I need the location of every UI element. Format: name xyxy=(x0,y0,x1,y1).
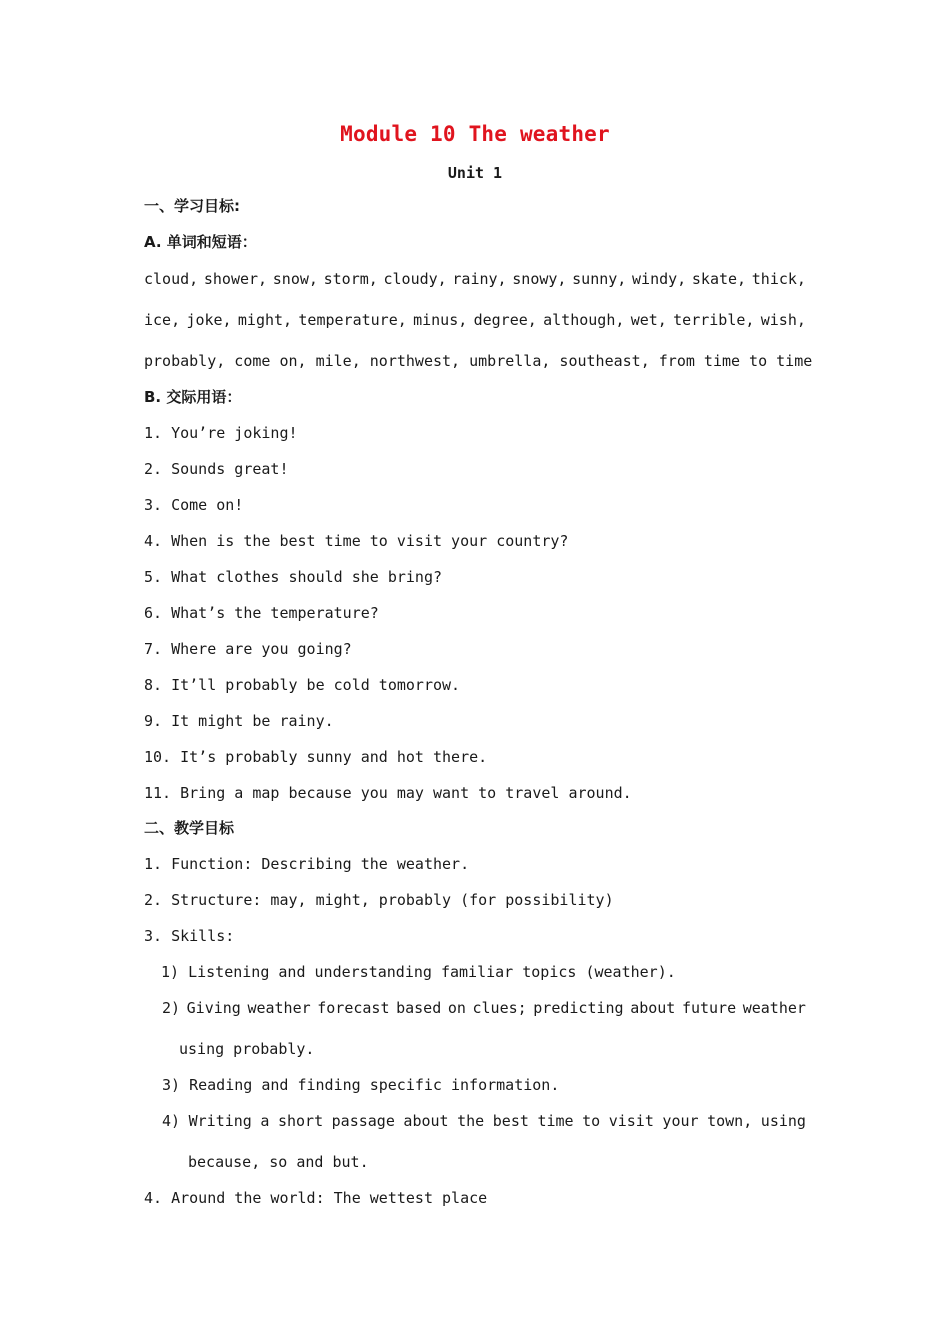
skill-word: on xyxy=(447,999,466,1017)
vocab-row-1 xyxy=(144,270,806,288)
vocab-word: storm, xyxy=(323,270,378,288)
vocab-word: snowy, xyxy=(512,270,567,288)
skill-word: a xyxy=(260,1112,270,1130)
skill-word: weather xyxy=(247,999,311,1017)
skill-item-4-continued: because, so and but. xyxy=(188,1153,369,1171)
vocab-word: ice, xyxy=(144,311,181,329)
partB-heading: B. 交际用语： xyxy=(144,388,242,406)
skill-word: 4) xyxy=(162,1112,181,1130)
skill-word: your xyxy=(662,1112,699,1130)
phrase-item: 3. Come on! xyxy=(144,496,244,514)
vocab-word: degree, xyxy=(473,311,537,329)
vocab-word: rainy, xyxy=(452,270,507,288)
phrase-item: 5. What clothes should she bring? xyxy=(144,568,443,586)
phrase-item: 7. Where are you going? xyxy=(144,640,352,658)
vocab-word: wet, xyxy=(630,311,667,329)
phrase-item: 6. What’s the temperature? xyxy=(144,604,379,622)
goal-item: 2. Structure: may, might, probably (for possibility) xyxy=(144,891,614,909)
phrase-item: 10. It’s probably sunny and hot there. xyxy=(144,748,488,766)
skill-word: visit xyxy=(608,1112,654,1130)
skill-word: weather xyxy=(742,999,806,1017)
goal-item: 1. Function: Describing the weather. xyxy=(144,855,470,873)
skill-word: Writing xyxy=(188,1112,252,1130)
partA-heading: A. 单词和短语： xyxy=(144,233,257,251)
section1-heading: 一、学习目标: xyxy=(144,197,240,215)
skill-word: using xyxy=(760,1112,806,1130)
skill-word: best xyxy=(492,1112,529,1130)
vocab-word: skate, xyxy=(691,270,747,288)
module-title: Module 10 The weather xyxy=(340,122,610,146)
vocab-word: windy, xyxy=(632,270,687,288)
skill-item-1: 1) Listening and understanding familiar topics (weather). xyxy=(161,963,676,981)
phrase-item: 8. It’ll probably be cold tomorrow. xyxy=(144,676,461,694)
phrase-item: 9. It might be rainy. xyxy=(144,712,334,730)
skill-word: forecast xyxy=(317,999,390,1017)
skill-word: Giving xyxy=(186,999,241,1017)
skill-item-2-continued: using probably. xyxy=(179,1040,315,1058)
vocab-word: sunny, xyxy=(572,270,627,288)
skill-item-2 xyxy=(162,999,806,1017)
skill-word: to xyxy=(582,1112,601,1130)
phrase-item: 2. Sounds great! xyxy=(144,460,289,478)
phrase-item: 1. You’re joking! xyxy=(144,424,298,442)
vocab-word: snow, xyxy=(272,270,318,288)
vocab-word: minus, xyxy=(413,311,468,329)
skill-item-3: 3) Reading and finding specific information. xyxy=(162,1076,560,1094)
skill-word: about xyxy=(630,999,676,1017)
skill-word: the xyxy=(457,1112,485,1130)
skill-word: time xyxy=(537,1112,574,1130)
phrase-item: 11. Bring a map because you may want to travel around. xyxy=(144,784,632,802)
skill-word: town, xyxy=(707,1112,753,1130)
skill-item-4 xyxy=(162,1112,806,1130)
vocab-word: cloud, xyxy=(144,270,199,288)
vocab-word: although, xyxy=(543,311,625,329)
goal-item: 4. Around the world: The wettest place xyxy=(144,1189,488,1207)
skill-word: future xyxy=(681,999,737,1017)
skill-word: 2) xyxy=(162,999,181,1017)
section2-heading: 二、教学目标 xyxy=(144,819,235,837)
vocab-word: terrible, xyxy=(673,311,755,329)
vocab-word: joke, xyxy=(186,311,232,329)
vocab-row-2 xyxy=(144,311,806,329)
skill-word: short xyxy=(277,1112,324,1130)
phrase-item: 4. When is the best time to visit your country? xyxy=(144,532,569,550)
vocab-row-3: probably, come on, mile, northwest, umbrella, southeast, from time to time xyxy=(144,352,813,370)
skill-word: passage xyxy=(331,1112,395,1130)
skill-word: clues; xyxy=(472,999,527,1017)
skill-word: predicting xyxy=(533,999,624,1017)
vocab-word: temperature, xyxy=(298,311,407,329)
goal-item: 3. Skills: xyxy=(144,927,235,945)
vocab-word: shower, xyxy=(203,270,268,288)
vocab-word: might, xyxy=(237,311,293,329)
vocab-word: wish, xyxy=(760,311,806,329)
skill-word: about xyxy=(403,1112,449,1130)
vocab-word: cloudy, xyxy=(383,270,447,288)
vocab-word: thick, xyxy=(751,270,806,288)
skill-word: based xyxy=(396,999,442,1017)
unit-heading: Unit 1 xyxy=(447,164,503,182)
